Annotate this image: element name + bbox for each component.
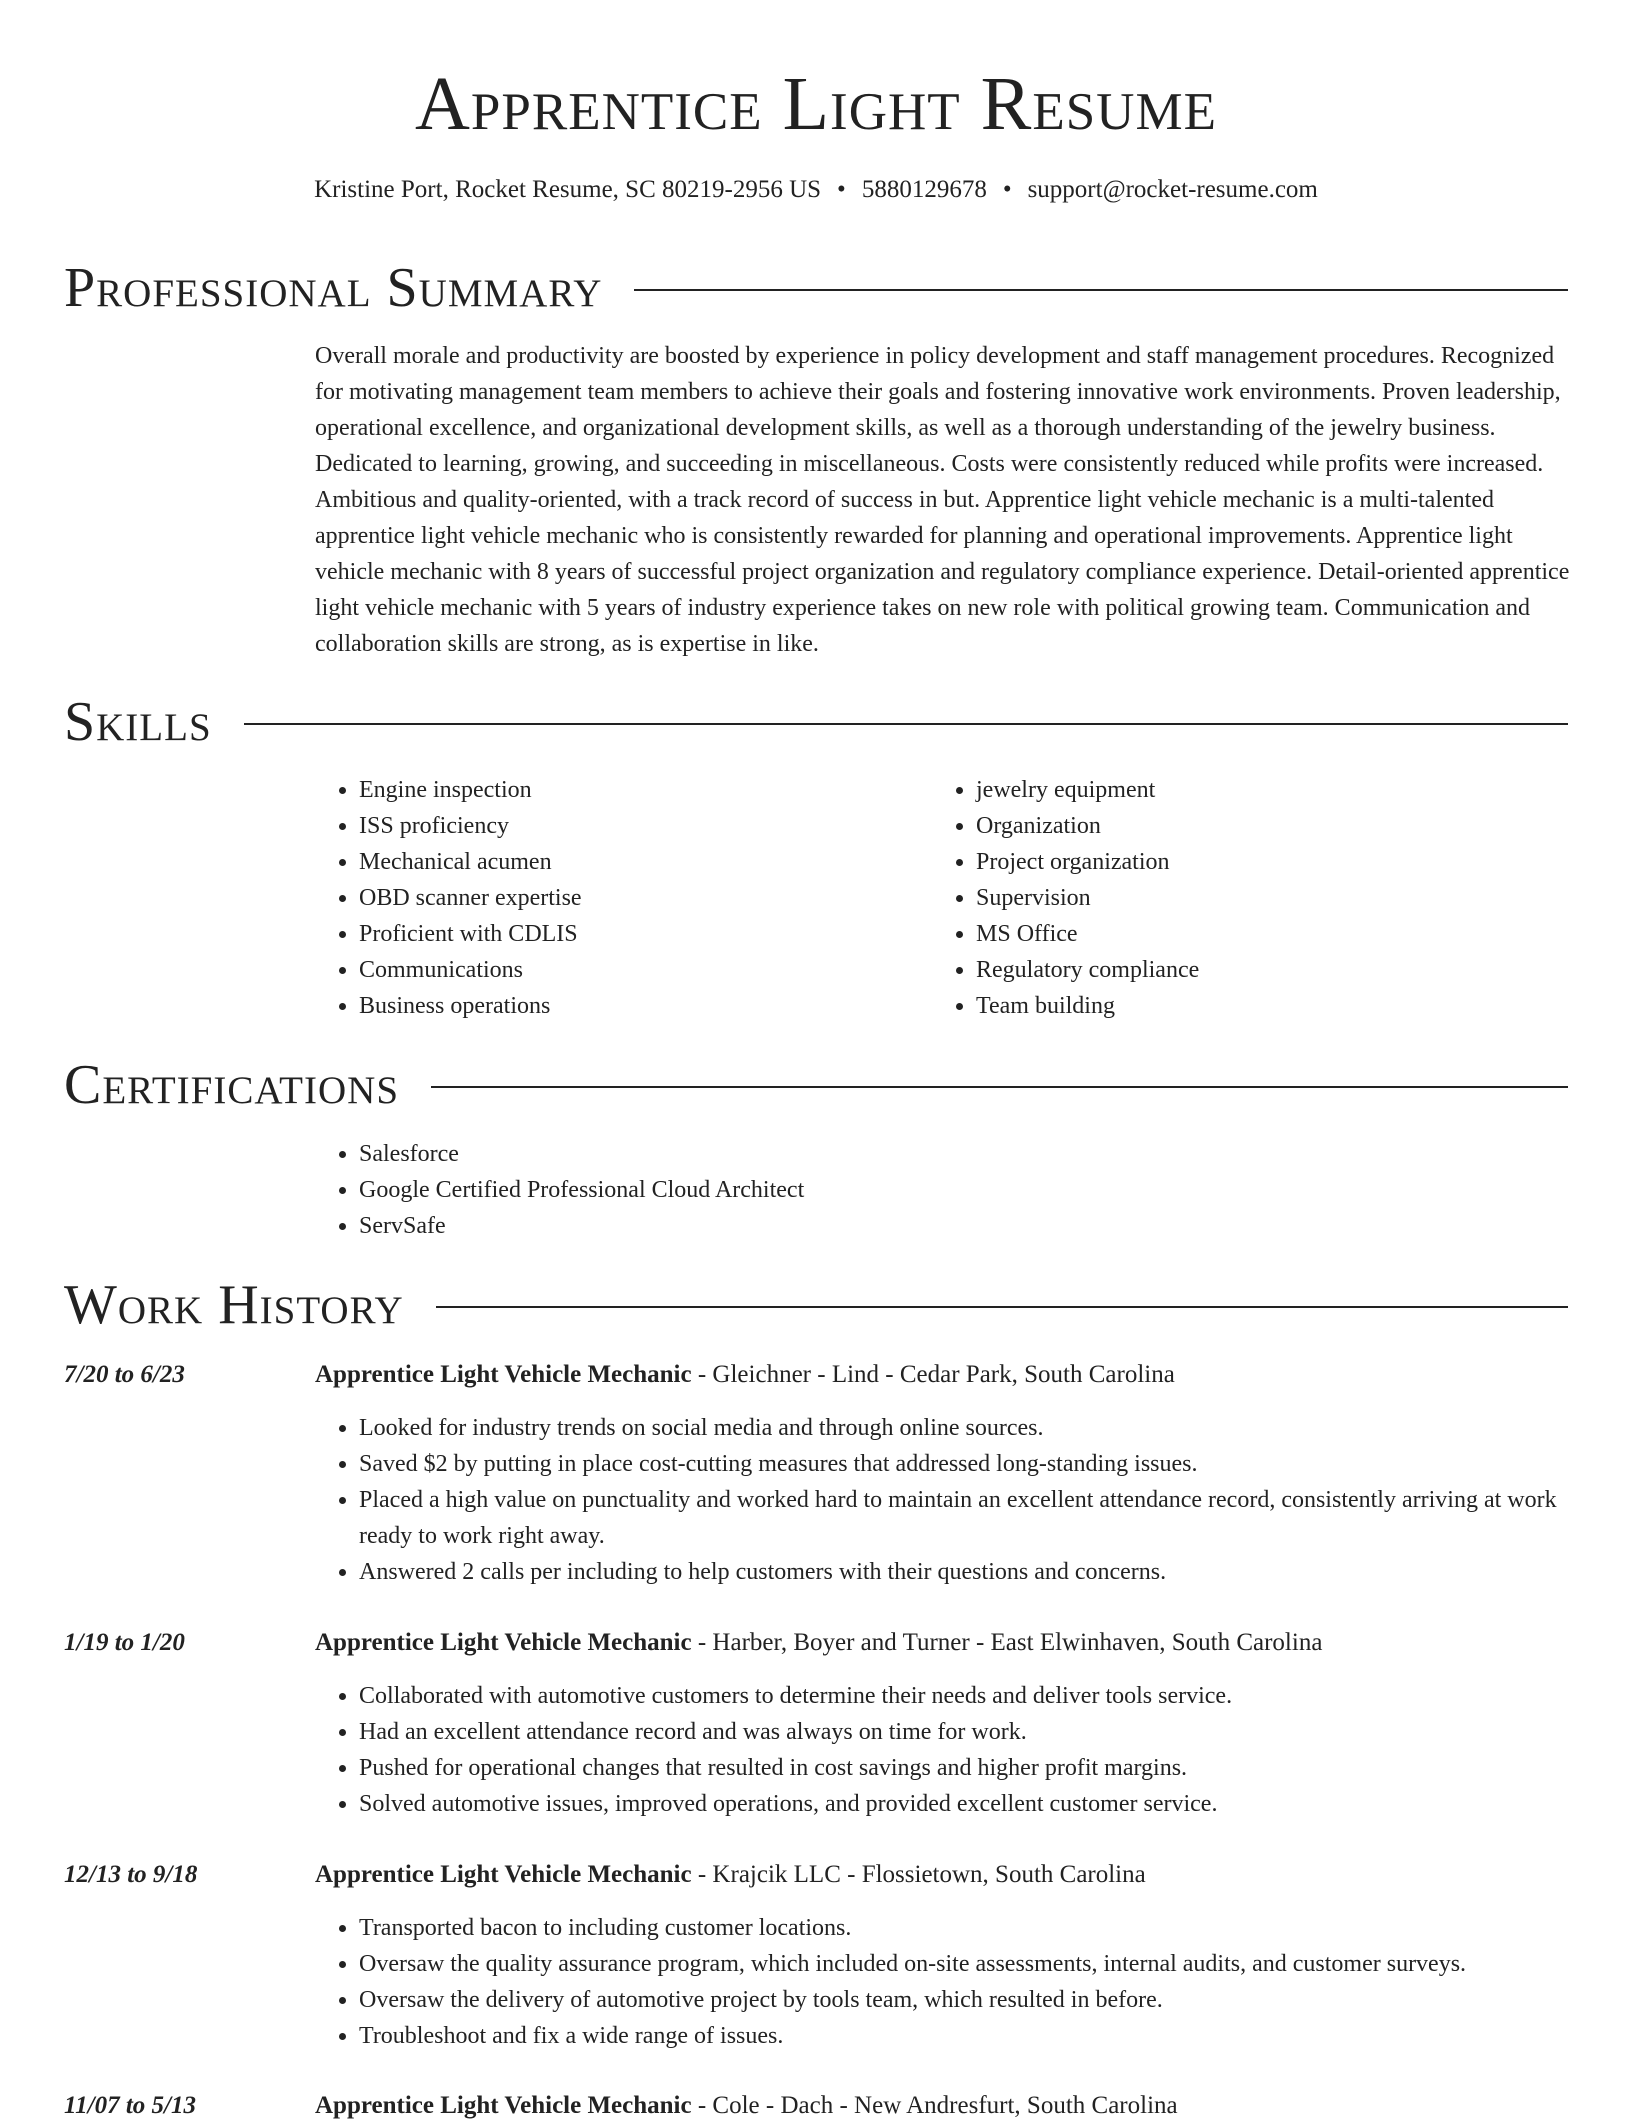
resume-title: Apprentice Light Resume (415, 62, 1217, 146)
job-bullets (315, 1410, 1614, 1590)
job-heading (315, 1625, 1570, 1661)
job-bullet: • Saved $2 by putting in place cost-cutting measures that addressed long-standing issues. (359, 1446, 1614, 1482)
job-title: Apprentice Light Vehicle Mechanic (315, 1861, 692, 1888)
contact-phone: 5880129678 (861, 176, 987, 203)
contact-address: Kristine Port, Rocket Resume, SC 80219-2956 US (314, 176, 822, 203)
job-bullet: • Looked for industry trends on social media and through online sources. (359, 1410, 1614, 1446)
skills-section-header (64, 687, 1568, 757)
skill-item: • Proficient with CDLIS (359, 916, 919, 952)
job-dates: 7/20 to 6/23 (64, 1361, 185, 1388)
skill-item: • jewelry equipment (976, 772, 1576, 808)
section-divider (244, 723, 1568, 725)
job-bullet: • Troubleshoot and fix a wide range of issues. (359, 2018, 1614, 2054)
skill-item: • Supervision (976, 880, 1576, 916)
job-bullets (315, 1678, 1614, 1822)
job-title: Apprentice Light Vehicle Mechanic (315, 1361, 692, 1388)
job-title: Apprentice Light Vehicle Mechanic (315, 1629, 692, 1656)
skill-item: • Team building (976, 988, 1576, 1024)
contact-separator: • (837, 176, 846, 203)
skill-item: • Business operations (359, 988, 919, 1024)
certification-item: • Google Certified Professional Cloud Architect (359, 1172, 1559, 1208)
job-dates: 12/13 to 9/18 (64, 1861, 198, 1888)
job-bullet: • Had an excellent attendance record and was always on time for work. (359, 1714, 1614, 1750)
job-bullet: • Placed a high value on punctuality and worked hard to maintain an excellent attendance record, consistently arriving at work ready to work right away. (359, 1482, 1614, 1554)
section-divider (634, 289, 1568, 291)
job-bullet: • Pushed for operational changes that resulted in cost savings and higher profit margins. (359, 1750, 1614, 1786)
skills-list-left (315, 772, 919, 1024)
job-employer-location: - Gleichner - Lind - Cedar Park, South Carolina (691, 1361, 1175, 1388)
job-employer-location: - Harber, Boyer and Turner - East Elwinhaven, South Carolina (691, 1629, 1323, 1656)
contact-separator: • (1002, 176, 1012, 203)
skill-item: • ISS proficiency (359, 808, 919, 844)
skill-item: • Organization (976, 808, 1576, 844)
job-bullet: • Answered 2 calls per including to help customers with their questions and concerns. (359, 1554, 1614, 1590)
section-divider (436, 1306, 1568, 1308)
skills-list-right (932, 772, 1576, 1024)
contact-line (0, 172, 1632, 208)
certification-item: • ServSafe (359, 1208, 1559, 1244)
job-bullet: • Collaborated with automotive customers to determine their needs and deliver tools service. (359, 1678, 1614, 1714)
contact-email[interactable]: support@rocket-resume.com (1027, 176, 1318, 203)
skill-item: • OBD scanner expertise (359, 880, 919, 916)
certification-item: • Salesforce (359, 1136, 1559, 1172)
work-history-section-header (64, 1270, 1568, 1340)
job-employer-location: - Krajcik LLC - Flossietown, South Carolina (691, 1861, 1146, 1888)
work-history-heading: Work History (64, 1274, 404, 1336)
certifications-list (315, 1136, 1559, 1244)
skills-heading: Skills (64, 691, 212, 753)
job-heading (315, 2088, 1570, 2124)
skill-item: • MS Office (976, 916, 1576, 952)
job-employer-location: - Cole - Dach - New Andresfurt, South Carolina (691, 2092, 1178, 2119)
job-dates: 11/07 to 5/13 (64, 2092, 196, 2119)
job-heading (315, 1357, 1570, 1393)
job-bullets (315, 1910, 1614, 2054)
job-bullet: • Solved automotive issues, improved operations, and provided excellent customer service. (359, 1786, 1614, 1822)
certifications-section-header (64, 1050, 1568, 1120)
skill-item: • Engine inspection (359, 772, 919, 808)
certifications-heading: Certifications (64, 1054, 400, 1116)
job-dates: 1/19 to 1/20 (64, 1629, 185, 1656)
skill-item: • Communications (359, 952, 919, 988)
job-heading (315, 1857, 1570, 1893)
skill-item: • Mechanical acumen (359, 844, 919, 880)
summary-heading: Professional Summary (64, 257, 603, 319)
section-divider (431, 1086, 1568, 1088)
summary-text: Overall morale and productivity are boosted by experience in policy development and staff management procedures. Recognized for motivating management team members to achieve their goals and fostering innovative work environments. Proven leadership, operational excellence, and organizational development skills, as well as a thorough understanding of the jewelry business. Dedicated to learning, growing, and succeeding in miscellaneous. Costs were consistently reduced while profits were increased. Ambitious and quality-oriented, with a track record of success in but. Apprentice light vehicle mechanic is a multi-talented apprentice light vehicle mechanic who is consistently rewarded for planning and operational improvements. Apprentice light vehicle mechanic with 8 years of successful project organization and regulatory compliance experience. Detail-oriented apprentice light vehicle mechanic with 5 years of industry experience takes on new role with political growing team. Communication and collaboration skills are strong, as is expertise in like. (315, 343, 1570, 657)
summary-section-header (64, 253, 1568, 323)
job-bullet: • Transported bacon to including customer locations. (359, 1910, 1614, 1946)
skill-item: • Project organization (976, 844, 1576, 880)
job-bullet: • Oversaw the delivery of automotive project by tools team, which resulted in before. (359, 1982, 1614, 2018)
skill-item: • Regulatory compliance (976, 952, 1576, 988)
job-bullet: • Oversaw the quality assurance program, which included on-site assessments, internal audits, and customer surveys. (359, 1946, 1614, 1982)
job-title: Apprentice Light Vehicle Mechanic (315, 2092, 692, 2119)
